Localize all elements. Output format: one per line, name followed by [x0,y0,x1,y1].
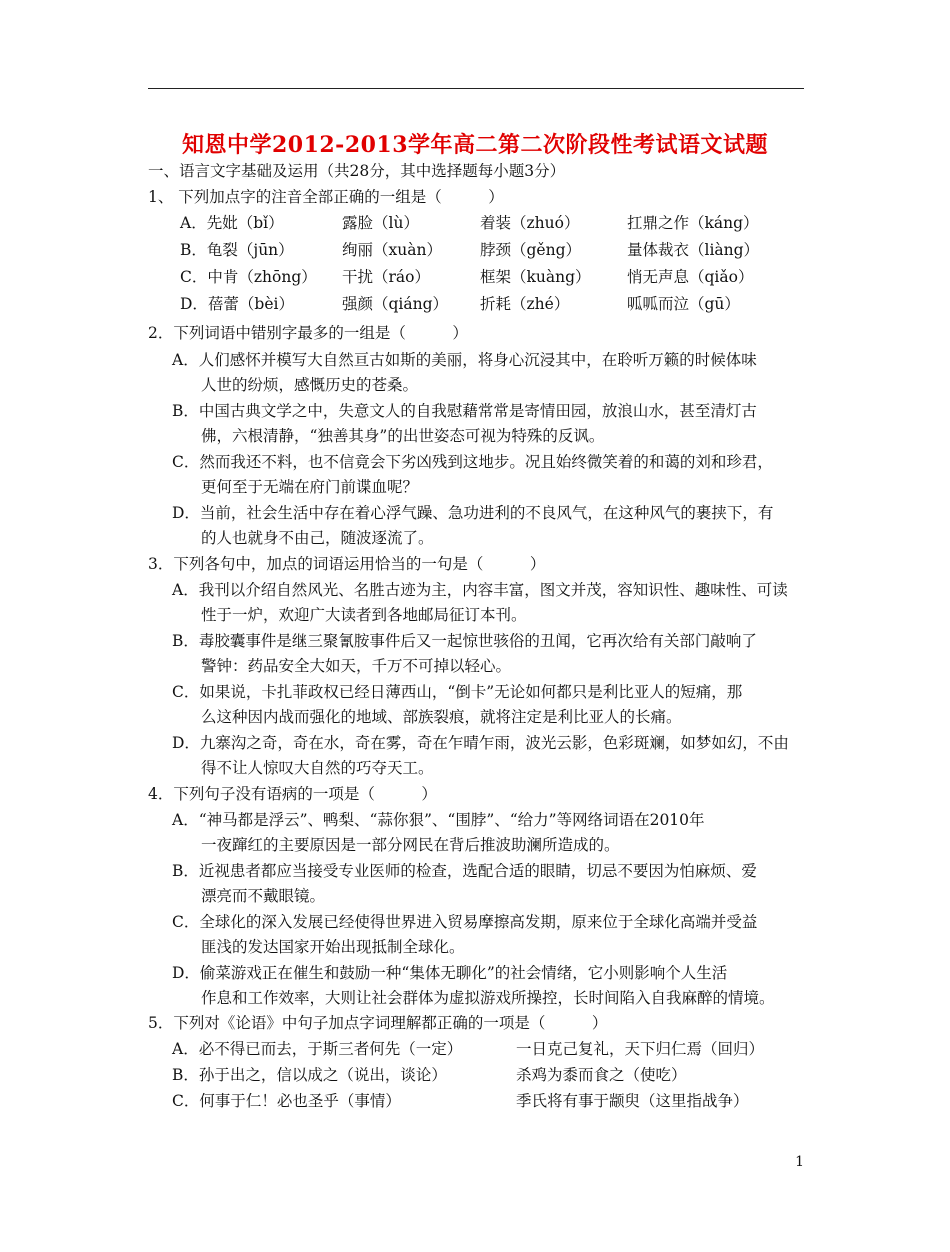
text-line: 一日克己复礼，天下归仁焉（回归） [516,1040,765,1058]
text-line: 杀鸡为黍而食之（使吃） [516,1066,687,1084]
text-line: 警钟：药品安全大如天，千万不可掉以轻心。 [201,657,512,675]
text-line: 3．下列各句中，加点的词语运用恰当的一句是（ ） [148,555,546,573]
text-line: 更何至于无端在府门前谍血呢？ [201,478,419,496]
text-line: 的人也就身不由己，随波逐流了。 [201,529,434,547]
text-line: 1、 下列加点字的注音全部正确的一组是（ ） [148,188,504,206]
text-line: 强颜（qiáng） [342,295,449,313]
text-line: 人世的纷烦，感慨历史的苍桑。 [201,376,419,394]
text-line: 一、语言文字基础及运用（共28分，其中选择题每小题3分） [148,162,566,180]
text-line: A．必不得已而去，于斯三者何先（一定） [172,1040,463,1058]
text-line: A．先妣（bǐ） [180,214,284,232]
text-line: 脖颈（gěng） [480,241,582,259]
text-line: D．九寨沟之奇，奇在水，奇在雾，奇在乍晴乍雨，波光云影，色彩斑斓，如梦如幻，不由 [172,734,789,752]
text-line: C．中肯（zhōng） [180,268,317,286]
text-line: 季氏将有事于颛臾（这里指战争） [516,1092,749,1110]
text-line: D．当前，社会生活中存在着心浮气躁、急功进利的不良风气，在这种风气的裹挟下，有 [172,504,774,522]
text-line: 么这种因内战而强化的地域、部族裂痕，就将注定是利比亚人的长痛。 [201,708,682,726]
text-line: C．如果说，卡扎菲政权已经日薄西山，“倒卡”无论如何都只是利比亚人的短痛，那 [172,683,743,701]
text-line: C．然而我还不料，也不信竟会下劣凶残到这地步。况且始终微笑着的和蔼的刘和珍君， [172,453,773,471]
text-line: C．全球化的深入发展已经使得世界进入贸易摩擦高发期，原来位于全球化高端并受益 [172,913,758,931]
text-line: 性于一炉，欢迎广大读者到各地邮局征订本刊。 [201,606,527,624]
text-line: 折耗（zhé） [480,295,570,313]
text-line: 框架（kuàng） [480,268,591,286]
text-line: B．近视患者都应当接受专业医师的检查，选配合适的眼睛，切忌不要因为怕麻烦、爱 [172,862,757,880]
text-line: 漂亮而不戴眼镜。 [201,887,326,905]
text-line: 得不让人惊叹大自然的巧夺天工。 [201,759,434,777]
text-line: B．中国古典文学之中，失意文人的自我慰藉常常是寄情田园，放浪山水，甚至清灯古 [172,402,757,420]
header-rule [148,88,804,89]
text-line: B．毒胶囊事件是继三聚氰胺事件后又一起惊世骇俗的丑闻，它再次给有关部门敲响了 [172,632,757,650]
text-line: 一夜蹿红的主要原因是一部分网民在背后推波助澜所造成的。 [201,836,620,854]
text-line: 2．下列词语中错别字最多的一组是（ ） [148,324,468,342]
text-line: 悄无声息（qiǎo） [627,268,754,286]
text-line: 佛，六根清静，“独善其身”的出世姿态可视为特殊的反讽。 [201,427,605,445]
text-line: 干扰（ráo） [342,268,430,286]
text-line: 5．下列对《论语》中句子加点字词理解都正确的一项是（ ） [148,1014,608,1032]
page-title: 知恩中学2012-2013学年高二第二次阶段性考试语文试题 [181,132,769,158]
text-line: C．何事于仁！必也圣乎（事情） [172,1092,401,1110]
text-line: B．龟裂（jūn） [180,241,294,259]
text-line: 作息和工作效率，大则让社会群体为虚拟游戏所操控，长时间陷入自我麻醉的情境。 [201,989,775,1007]
text-line: B．孙于出之，信以成之（说出，谈论） [172,1066,447,1084]
text-line: 呱呱而泣（gū） [627,295,740,313]
text-line: 露脸（lù） [342,214,419,232]
text-line: 4．下列句子没有语病的一项是（ ） [148,785,437,803]
text-line: 扛鼎之作（káng） [627,214,759,232]
text-line: 绚丽（xuàn） [342,241,442,259]
text-line: 匪浅的发达国家开始出现抵制全球化。 [201,938,465,956]
text-line: 量体裁衣（liàng） [627,241,760,259]
text-line: A．人们感怀并模写大自然亘古如斯的美丽，将身心沉浸其中，在聆听万籁的时候体味 [172,351,757,369]
text-line: D．蓓蕾（bèi） [180,295,294,313]
text-line: A．“神马都是浮云”、鸭梨、“蒜你狠”、“围脖”、“给力”等网络词语在2010年 [172,811,705,829]
text-line: 着装（zhuó） [480,214,580,232]
text-line: D．偷菜游戏正在催生和鼓励一种“集体无聊化”的社会情绪，它小则影响个人生活 [172,964,728,982]
page-number: 1 [795,1154,804,1170]
text-line: A．我刊以介绍自然风光、名胜古迹为主，内容丰富，图文并茂，容知识性、趣味性、可读 [172,581,788,599]
